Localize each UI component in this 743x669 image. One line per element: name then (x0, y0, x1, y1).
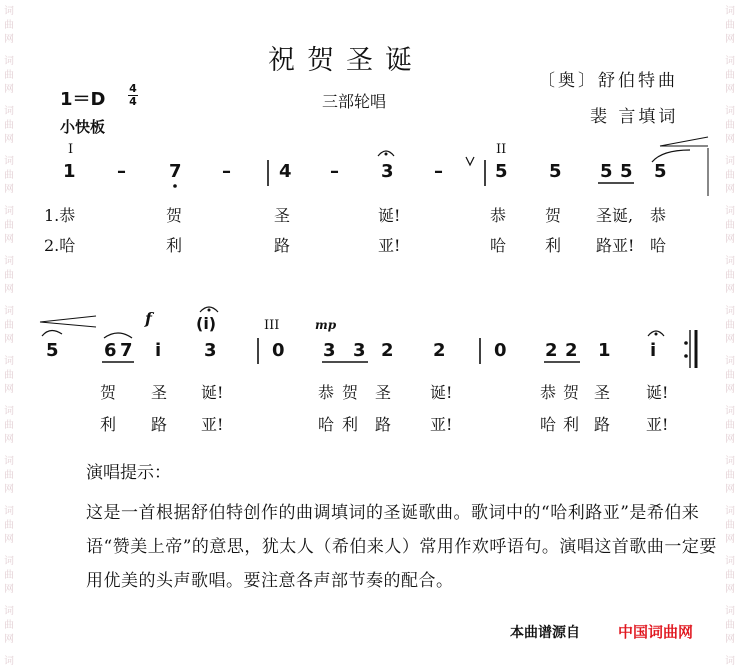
watermark-char: 网 (4, 634, 14, 645)
note: 5 (549, 161, 562, 182)
watermark-char: 词 (4, 106, 14, 117)
watermark-char: 曲 (4, 120, 14, 131)
watermark-char: 网 (725, 634, 735, 645)
note: 2 (545, 340, 558, 361)
watermark-char: 词 (4, 456, 14, 467)
watermark-char: 曲 (725, 620, 735, 631)
slur (42, 330, 62, 336)
lyric: 哈 (540, 415, 557, 434)
lyric: 1.恭 (44, 206, 76, 225)
lyric: 贺 (100, 383, 117, 402)
watermark-char: 曲 (4, 220, 14, 231)
lyric: 哈 (318, 415, 335, 434)
watermark-char: 曲 (725, 520, 735, 531)
watermark-char: 网 (4, 184, 14, 195)
watermark-char: 网 (725, 484, 735, 495)
lyric: 利 (342, 415, 359, 434)
watermark-char: 词 (4, 356, 14, 367)
watermark-char: 词 (4, 506, 14, 517)
lyric: 诞! (646, 383, 669, 402)
song-title: 祝贺圣诞 (268, 45, 424, 76)
watermark-char: 曲 (725, 270, 735, 281)
watermark-char: 词 (725, 406, 735, 417)
watermark-char: 网 (4, 34, 14, 45)
note: 5 (600, 161, 613, 182)
watermark-char: 词 (725, 556, 735, 567)
watermark-char: 词 (725, 6, 735, 17)
lyric: 圣 (594, 383, 611, 402)
watermark-char: 曲 (725, 320, 735, 331)
watermark-char: 词 (4, 156, 14, 167)
lyric: 2.哈 (44, 236, 76, 255)
note: 3 (323, 340, 336, 361)
watermark-char: 曲 (4, 170, 14, 181)
lyric: 诞! (378, 206, 401, 225)
watermark-char: 词 (4, 6, 14, 17)
note: 5 (46, 340, 59, 361)
watermark-char: 词 (4, 306, 14, 317)
watermark-char: 曲 (725, 470, 735, 481)
dash: – (222, 161, 231, 182)
site-name-link[interactable]: 中国词曲网 (618, 623, 694, 641)
lyric: 亚! (378, 236, 401, 255)
watermark-char: 网 (725, 384, 735, 395)
note: 2 (565, 340, 578, 361)
slur (104, 333, 132, 338)
watermark-char: 网 (725, 184, 735, 195)
watermark-char: 网 (725, 534, 735, 545)
watermark-char: 曲 (4, 20, 14, 31)
watermark-char: 网 (725, 234, 735, 245)
watermark-char: 词 (4, 256, 14, 267)
key-signature: 1＝D (60, 89, 106, 110)
watermark-char: 网 (725, 34, 735, 45)
lyric: 亚! (201, 415, 224, 434)
dash: – (117, 161, 126, 182)
dash: – (434, 161, 443, 182)
lyric: 利 (563, 415, 580, 434)
watermark-char: 曲 (725, 220, 735, 231)
watermark-char: 词 (4, 656, 14, 667)
section-mark-2: II (496, 142, 507, 157)
watermark-char: 网 (4, 484, 14, 495)
note: 3 (204, 340, 217, 361)
time-signature-top: 4 (129, 82, 137, 95)
octave-dot (173, 184, 177, 188)
watermark-char: 词 (4, 556, 14, 567)
watermark-char: 曲 (4, 420, 14, 431)
lyric: 路亚! (596, 236, 635, 255)
watermark-char: 网 (4, 284, 14, 295)
hints-body: 这是一首根据舒伯特创作的曲调填词的圣诞歌曲。歌词中的“哈利路亚”是希伯来语“赞美上帝”的意思，犹太人（希伯来人）常用作欢呼语句。演唱这首歌曲一定要用优美的头声歌唱。要注意各声部节奏的配合。 (86, 503, 717, 591)
watermark-char: 词 (725, 256, 735, 267)
dynamic-forte: f (145, 309, 152, 328)
watermark-char: 曲 (4, 620, 14, 631)
watermark-char: 网 (4, 334, 14, 345)
note: 6 (104, 340, 117, 361)
watermark-char: 网 (725, 284, 735, 295)
watermark-char: 词 (4, 56, 14, 67)
lyric: 哈 (650, 236, 667, 255)
lyric: 贺 (342, 383, 359, 402)
watermark-char: 网 (725, 584, 735, 595)
watermark-char: 曲 (4, 470, 14, 481)
watermark-char: 网 (4, 434, 14, 445)
watermark-char: 曲 (725, 570, 735, 581)
note: 4 (279, 161, 292, 182)
lyric: 贺 (563, 383, 580, 402)
watermark-char: 词 (725, 106, 735, 117)
note: 3 (381, 161, 394, 182)
watermark-char: 词 (725, 656, 735, 667)
watermark-char: 曲 (725, 370, 735, 381)
lyric: 路 (151, 415, 168, 434)
watermark-char: 词 (4, 406, 14, 417)
note: 7 (169, 161, 182, 182)
lyric: 路 (274, 236, 291, 255)
note: 3 (353, 340, 366, 361)
lyricist-credit: 裴 言填词 (590, 107, 679, 127)
lyric: 恭 (490, 206, 507, 225)
watermark-char: 曲 (725, 20, 735, 31)
watermark-char: 网 (725, 134, 735, 145)
hairpin (40, 316, 96, 322)
note: 5 (495, 161, 508, 182)
watermark-char: 曲 (725, 70, 735, 81)
repeat-dot (684, 354, 688, 358)
hints-title: 演唱提示： (86, 463, 171, 483)
rest: 0 (272, 340, 285, 361)
note: 7 (120, 340, 133, 361)
note: 2 (433, 340, 446, 361)
note: 1 (63, 161, 76, 182)
watermark-char: 网 (4, 584, 14, 595)
time-signature-bottom: 4 (129, 95, 137, 108)
watermark-char: 词 (725, 306, 735, 317)
watermark-char: 曲 (4, 570, 14, 581)
fermata-dot (385, 153, 388, 156)
dynamic-mezzo-piano: mp (315, 318, 337, 332)
watermark-char: 曲 (725, 420, 735, 431)
rest: 0 (494, 340, 507, 361)
form-label: 三部轮唱 (322, 92, 387, 111)
watermark-char: 词 (4, 606, 14, 617)
lyric: 路 (594, 415, 611, 434)
watermark-char: 网 (725, 84, 735, 95)
watermark-char: 网 (725, 434, 735, 445)
lyric: 哈 (490, 236, 507, 255)
lyric: 利 (166, 236, 183, 255)
lyric: 恭 (540, 383, 557, 402)
dash: – (330, 161, 339, 182)
lyric: 亚! (646, 415, 669, 434)
tempo-marking: 小快板 (60, 118, 106, 136)
lyric: 贺 (166, 206, 183, 225)
watermark-char: 词 (725, 206, 735, 217)
watermark-char: 词 (725, 506, 735, 517)
lyric: 圣 (274, 206, 291, 225)
lyric: 诞! (430, 383, 453, 402)
watermark-char: 网 (4, 384, 14, 395)
note: 2 (381, 340, 394, 361)
watermark-char: 曲 (4, 320, 14, 331)
watermark-char: 词 (725, 156, 735, 167)
watermark-char: 曲 (4, 520, 14, 531)
section-mark-3: III (264, 318, 280, 333)
watermark-char: 词 (725, 356, 735, 367)
watermark-char: 网 (4, 134, 14, 145)
watermark-char: 词 (725, 606, 735, 617)
bracketed-note: (i) (196, 314, 217, 333)
source-label: 本曲谱源自 (510, 625, 580, 641)
watermark-char: 词 (4, 206, 14, 217)
watermark-char: 网 (4, 534, 14, 545)
lyric: 圣 (151, 383, 168, 402)
watermark-char: 网 (4, 234, 14, 245)
watermark-char: 网 (4, 84, 14, 95)
lyric: 圣 (375, 383, 392, 402)
watermark-char: 曲 (725, 120, 735, 131)
hairpin (660, 137, 708, 146)
lyric: 利 (100, 415, 117, 434)
watermark-char: 曲 (4, 70, 14, 81)
hairpin (40, 322, 96, 327)
note: i (155, 340, 162, 361)
section-mark-1: I (68, 142, 74, 157)
lyric: 恭 (650, 206, 667, 225)
composer-credit: 〔奥〕舒伯特曲 (538, 71, 678, 91)
watermark-char: 词 (725, 456, 735, 467)
watermark-char: 曲 (4, 270, 14, 281)
slur (652, 150, 690, 162)
note: i (650, 340, 657, 361)
watermark-char: 网 (725, 334, 735, 345)
lyric: 恭 (318, 383, 335, 402)
watermark-char: 曲 (725, 170, 735, 181)
fermata-dot (655, 333, 658, 336)
breath-mark (466, 157, 474, 165)
repeat-dot (684, 341, 688, 345)
watermark-char: 曲 (4, 370, 14, 381)
lyric: 圣诞, (596, 206, 634, 225)
lyric: 诞! (201, 383, 224, 402)
lyric: 利 (545, 236, 562, 255)
note: 5 (620, 161, 633, 182)
watermark-char: 词 (725, 56, 735, 67)
fermata-dot (208, 309, 211, 312)
note: 1 (598, 340, 611, 361)
lyric: 路 (375, 415, 392, 434)
lyric: 亚! (430, 415, 453, 434)
lyric: 贺 (545, 206, 562, 225)
note: 5 (654, 161, 667, 182)
